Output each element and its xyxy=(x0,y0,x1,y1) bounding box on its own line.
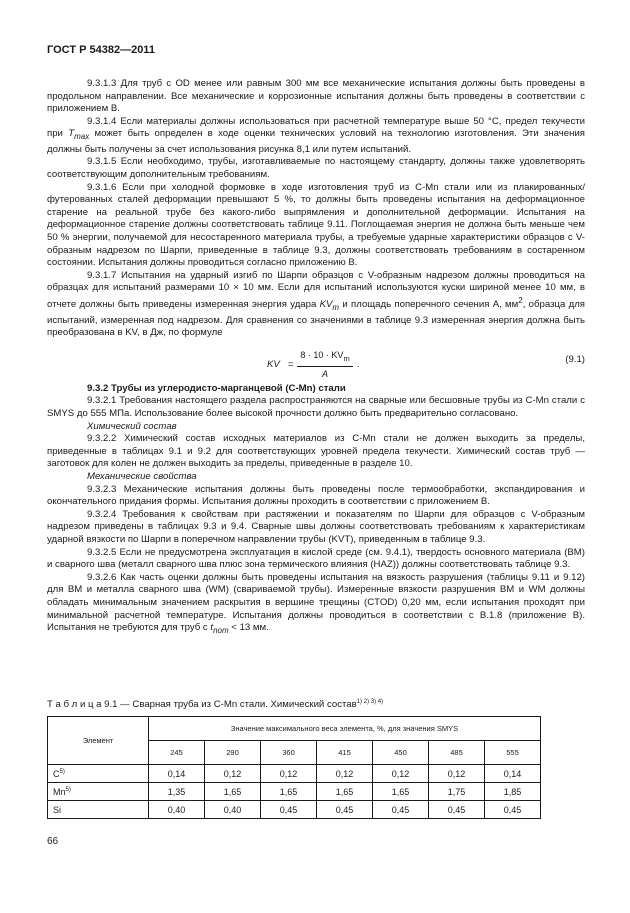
value-cell: 0,45 xyxy=(261,801,317,819)
value-cell: 1,65 xyxy=(317,783,373,801)
paragraph-9-3-1-5: 9.3.1.5 Если необходимо, трубы, изготавливаемые по настоящему стандарту, должны также удовлетворять соответствующим дополнительным требованиям. xyxy=(47,156,585,181)
formula-number: (9.1) xyxy=(565,353,585,365)
paragraph-9-3-2-3: 9.3.2.3 Механические испытания должны быть проведены после термообработки, экспандирования и окончательного придания формы. Испытания должны проходить в соответствии с приложением В. xyxy=(47,483,585,508)
paragraph-9-3-2-4: 9.3.2.4 Требования к свойствам при растяжении и показателям по Шарпи для образцов с V-образным надрезом приведены в таблицах 9.3 и 9.4. Сварные швы должны соответствовать требованиям к характеристикам ударной вязкости по Шарпи в поперечном направлении трубы (KVT), приведенным в таблице 9.3. xyxy=(47,508,585,545)
value-cell: 0,14 xyxy=(485,765,541,783)
value-cell: 0,12 xyxy=(317,765,373,783)
element-cell: $C^{5)}$ xyxy=(48,765,149,783)
chemical-composition-table xyxy=(47,716,541,819)
header-smys: 415 xyxy=(317,741,373,765)
value-cell: 1,75 xyxy=(429,783,485,801)
value-cell: 1,65 xyxy=(373,783,429,801)
header-smys: 360 xyxy=(261,741,317,765)
paragraph-9-3-2-2: 9.3.2.2 Химический состав исходных материалов из C-Mn стали не должен выходить за пределы, приведенные в таблицах 9.1 и 9.2 для соответствующих уровней предела текучести. Химический состав труб — заготовок для колен не должен выходить за пределы, приведенные в разделе 10. xyxy=(47,433,585,470)
header-smys: 245 xyxy=(149,741,205,765)
header-smys: 290 xyxy=(205,741,261,765)
formula-fraction xyxy=(297,349,352,381)
subheading-mechanical-properties: Механические свойства xyxy=(87,471,197,483)
table-row xyxy=(48,765,541,783)
value-cell: 0,45 xyxy=(485,801,541,819)
value-cell: 1,35 xyxy=(149,783,205,801)
formula-numerator: $8 \cdot 10 \cdot KV_m$ xyxy=(297,349,352,367)
value-cell: 0,14 xyxy=(149,765,205,783)
document-header: ГОСТ Р 54382—2011 xyxy=(47,44,155,56)
formula-equals: = xyxy=(287,358,294,370)
page-number: 66 xyxy=(47,836,59,847)
section-heading-9-3-2: 9.3.2 Трубы из углеродисто-марганцевой (C-Mn) стали xyxy=(87,382,346,394)
paragraph-9-3-1-7: 9.3.1.7 Испытания на ударный изгиб по Шарпи образцов с V-образным надрезом должны проводиться на образцах для испытаний размерами 10 × 10 мм. Если для испытаний используются куски шириной менее 10 мм, в отчете должны быть приведены измеренная энергия удара $KV_m$ и площадь поперечного сечения А, $мм^2$, образца для испытаний, измеренная под надрезом. Для сравнения со значениями в таблице 9.3 измеренная энергия должна быть преобразована в KV, в Дж, по формуле xyxy=(47,269,586,339)
table-caption: Т а б л и ц а 9.1 — Сварная труба из C-Mn стали. Химический состав$^{1) 2) 3) 4)}$ xyxy=(47,699,384,711)
paragraph-9-3-2-5: 9.3.2.5 Если не предусмотрена эксплуатация в кислой среде (см. 9.4.1), твердость основного материала (ВМ) и сварного шва (металл сварного шва плюс зона термического влияния (HAZ)) должны соответствовать таблице 9.3. xyxy=(47,546,585,571)
value-cell: 0,40 xyxy=(205,801,261,819)
header-smys: 555 xyxy=(485,741,541,765)
value-cell: 0,12 xyxy=(205,765,261,783)
value-cell: 0,45 xyxy=(317,801,373,819)
table-row xyxy=(48,801,541,819)
formula-tail: . xyxy=(356,358,360,370)
table-row xyxy=(48,783,541,801)
value-cell: 0,12 xyxy=(429,765,485,783)
paragraph-9-3-1-6: 9.3.1.6 Если при холодной формовке в ходе изготовления труб из C-Mn стали или из плакированных/футерованных сталей деформации превышают 5 %, то должны быть проведены испытания на деформационное старение на реальной трубе без какого-либо выпрямления и дополнительной деформации. Испытания на деформационное старение должны соответствовать таблице 9.11. Поглощаемая энергия не должна быть меньше чем 50 % энергии, получаемой для несостаренного материала трубы, а требуемые ударные характеристики образцов с V-образным надрезом по Шарпи, приведенные в таблице 9.3, должны соответствовать требованиям в состаренном состоянии. Испытания должны проводиться согласно приложению В. xyxy=(47,181,585,269)
value-cell: 1,65 xyxy=(261,783,317,801)
header-group: Значение максимального веса элемента, %, для значения SMYS xyxy=(149,717,541,741)
value-cell: 1,65 xyxy=(205,783,261,801)
value-cell: 0,12 xyxy=(261,765,317,783)
value-cell: 0,45 xyxy=(373,801,429,819)
paragraph-9-3-2-6: 9.3.2.6 Как часть оценки должны быть проведены испытания на вязкость разрушения (таблицы 9.11 и 9.12) для BM и металла сварного шва (WM) (свариваемой трубы). Измеренные вязкости разрушения BM и WM должны обладать минимальным значением раскрытия в вершине трещины (CTOD) 0,20 мм, если испытания проходят при минимальной расчетной температуре. Испытания должны проводиться в соответствии с В.1.8 (приложение В). Испытания не требуются для труб с $t_{nom} < 13$ мм. xyxy=(47,571,585,636)
document-body xyxy=(47,78,585,638)
header-smys: 485 xyxy=(429,741,485,765)
paragraph-9-3-1-4: 9.3.1.4 Если материалы должны использоваться при расчетной температуре выше 50 °С, предел текучести при $T_{max}$ может быть определен в ходе оценки технических условий на технологию изготовления. Эти значения должны быть получены за счет использования рисунка 8,1 или путем испытаний. xyxy=(47,115,585,155)
element-cell: Mn$^{5)}$ xyxy=(48,783,149,801)
subheading-chemical-composition: Химический состав xyxy=(87,420,177,432)
value-cell: 1,85 xyxy=(485,783,541,801)
formula-denominator: A xyxy=(322,369,329,380)
paragraph-9-3-1-3: 9.3.1.3 Для труб с OD менее или равным 300 мм все механические испытания должны быть проведены в продольном направлении. Все механические и коррозионные испытания должны быть проведены в соответствии с приложением В. xyxy=(47,78,585,115)
paragraph-9-3-2-1: 9.3.2.1 Требования настоящего раздела распространяются на сварные или бесшовные трубы из C-Mn стали с SMYS до 555 МПа. Использование более высокой прочности должно быть предварительно согласовано. xyxy=(47,395,585,420)
header-smys: 450 xyxy=(373,741,429,765)
element-cell: Si xyxy=(48,801,149,819)
formula-lhs: KV xyxy=(267,358,280,370)
value-cell: 0,40 xyxy=(149,801,205,819)
value-cell: 0,12 xyxy=(373,765,429,783)
formula-9-1 xyxy=(47,344,585,380)
header-element: Элемент xyxy=(48,717,149,765)
value-cell: 0,45 xyxy=(429,801,485,819)
